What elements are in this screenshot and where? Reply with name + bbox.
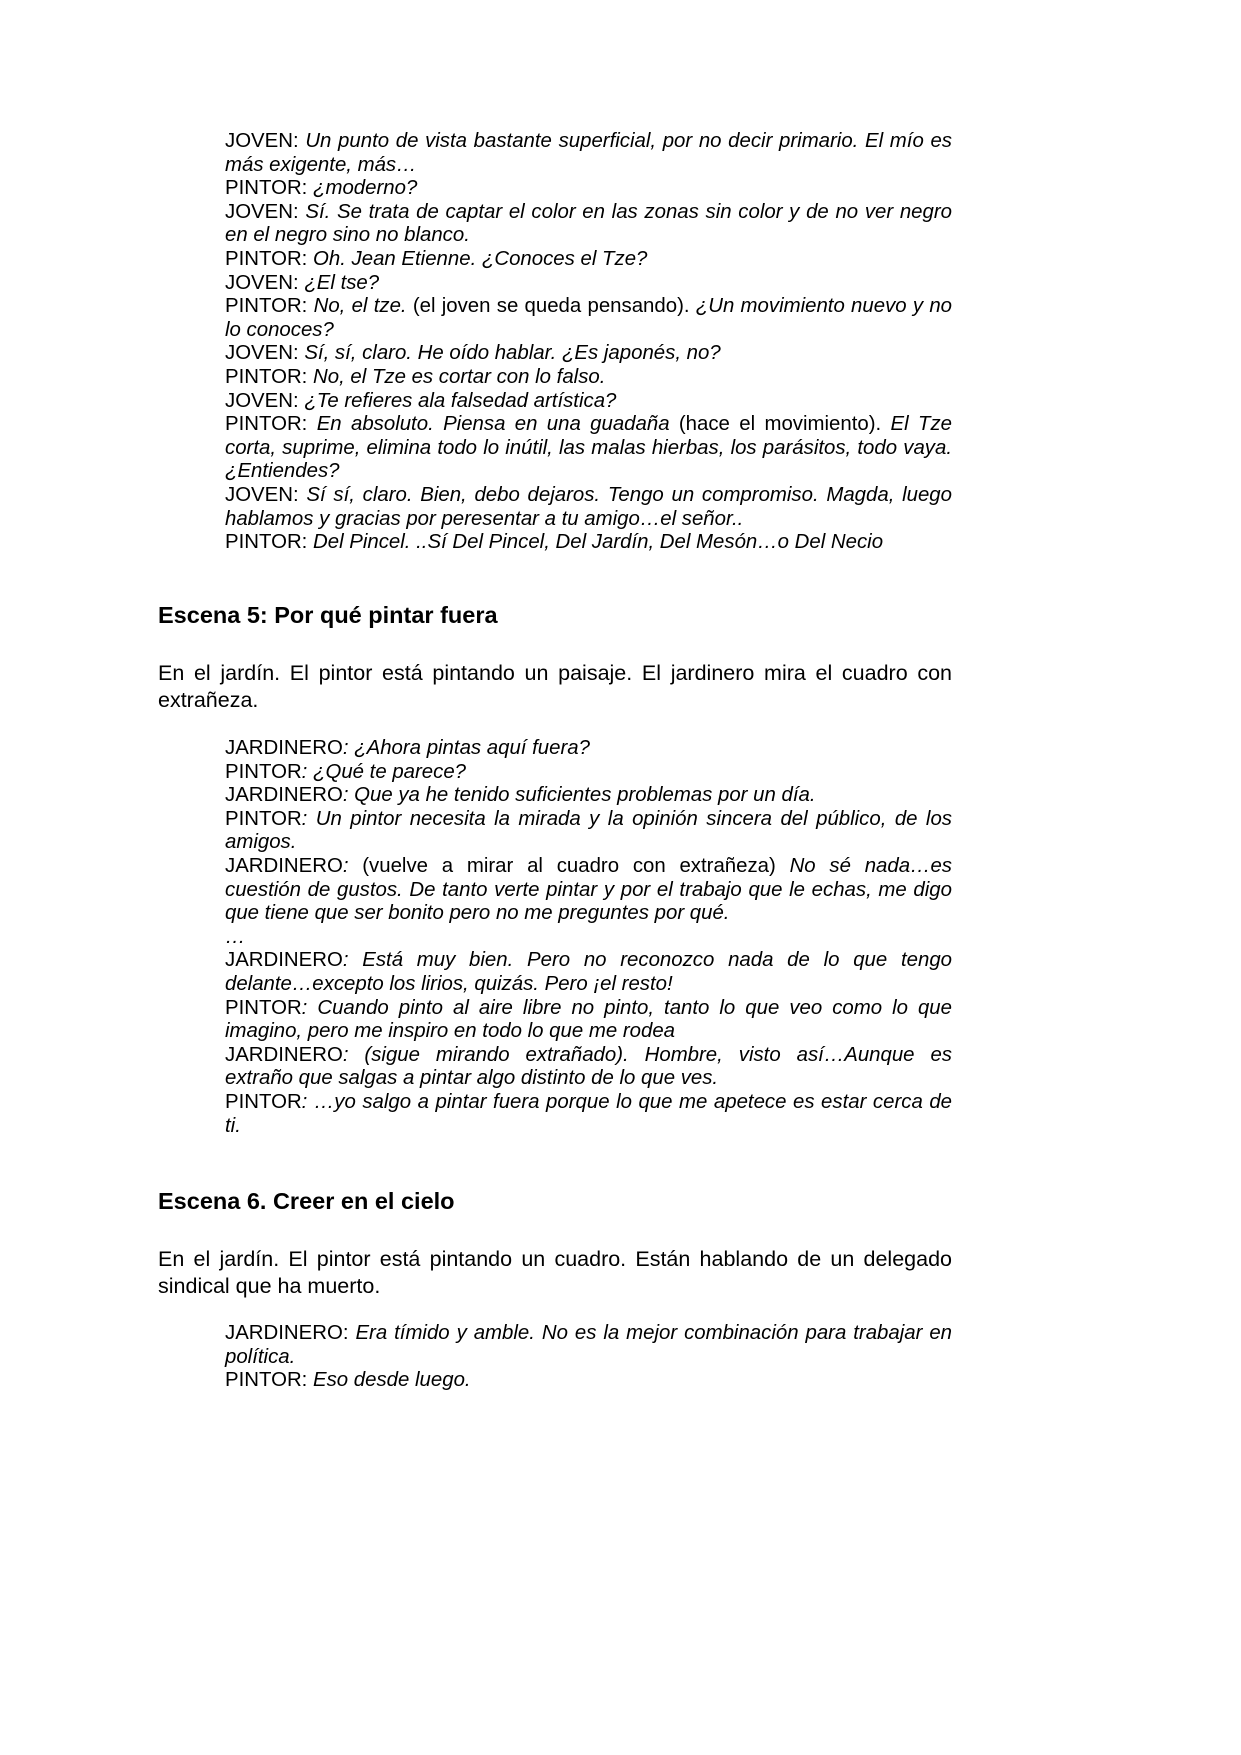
scene5-dialog <box>225 737 952 1138</box>
speech-text: : Un pintor necesita la mirada y la opinión sincera del público, de los amigos. <box>225 807 952 854</box>
speaker-name: JARDINERO <box>225 854 343 877</box>
speech-text: El Tze corta, suprime, elimina todo lo inútil, las malas hierbas, los parásitos, todo vaya. ¿Entiendes? <box>225 413 952 483</box>
dialog-line <box>225 761 952 785</box>
speaker-name: JOVEN: <box>225 389 299 412</box>
dialog-line <box>225 484 952 531</box>
speech-text: En absoluto. Piensa en una guadaña <box>307 413 670 436</box>
scene6-dialog <box>225 1322 952 1393</box>
speech-text: : <box>342 854 349 877</box>
speaker-name: JOVEN: <box>225 483 299 506</box>
speech-text: … <box>225 925 246 948</box>
speaker-name: JARDINERO <box>225 737 343 759</box>
speech-text: Era tímido y amble. No es la mejor combinación para trabajar en política. <box>225 1322 952 1368</box>
speech-text: Un punto de vista bastante superficial, por no decir primario. El mío es más exigente, más… <box>225 130 952 176</box>
speaker-name: PINTOR: <box>225 247 308 270</box>
dialog-line <box>225 177 952 201</box>
speaker-name: PINTOR: <box>225 413 308 436</box>
speech-text: : Está muy bien. Pero no reconozco nada de lo que tengo delante…excepto los lirios, quizás. Pero ¡el resto! <box>225 949 952 995</box>
speech-text: Sí, sí, claro. He oído hablar. ¿Es japonés, no? <box>298 342 721 365</box>
dialog-line <box>225 737 952 761</box>
speaker-name: JOVEN: <box>225 130 299 152</box>
speech-text: No, el Tze es cortar con lo falso. <box>307 365 606 388</box>
dialog-line <box>225 855 952 926</box>
scene6-heading: Escena 6. Creer en el cielo <box>158 1188 455 1214</box>
dialog-line <box>225 1091 952 1138</box>
speech-text: Del Pincel. ..Sí Del Pincel, Del Jardín, Del Mesón…o Del Necio <box>307 531 884 554</box>
stage-direction: (vuelve a mirar al cuadro con extrañeza) <box>348 854 790 877</box>
dialog-line <box>225 130 952 177</box>
scene5-intro: En el jardín. El pintor está pintando un paisaje. El jardinero mira el cuadro con extrañeza. <box>158 661 952 712</box>
speaker-name: JOVEN: <box>225 271 299 294</box>
speech-text: No, el tze. <box>307 295 407 318</box>
speaker-name: PINTOR: <box>225 177 308 200</box>
speech-text: Sí sí, claro. Bien, debo dejaros. Tengo un compromiso. Magda, luego hablamos y gracias por peresentar a tu amigo…el señor.. <box>225 483 952 530</box>
speech-text: : ¿Ahora pintas aquí fuera? <box>342 737 590 759</box>
dialog-line <box>225 413 952 484</box>
speech-text: : Que ya he tenido suficientes problemas por un día. <box>342 784 816 807</box>
speech-text: Sí. Se trata de captar el color en las zonas sin color y de no ver negro en el negro sino no blanco. <box>225 200 952 247</box>
dialog-line <box>225 201 952 248</box>
speaker-name: PINTOR <box>225 807 302 830</box>
stage-direction: (el joven se queda pensando). <box>406 295 696 318</box>
dialog-line <box>225 926 952 950</box>
speech-text: ¿Te refieres ala falsedad artística? <box>298 389 617 412</box>
scene5-heading: Escena 5: Por qué pintar fuera <box>158 602 498 628</box>
speaker-name: PINTOR <box>225 760 302 783</box>
speaker-name: JOVEN: <box>225 342 299 365</box>
dialog-line <box>225 342 952 366</box>
dialog-line <box>225 1322 952 1369</box>
speaker-name: PINTOR <box>225 1090 302 1113</box>
speech-text: : (sigue mirando extrañado). Hombre, visto así…Aunque es extraño que salgas a pintar algo distinto de lo que ves. <box>225 1043 952 1090</box>
speaker-name: PINTOR: <box>225 531 308 554</box>
dialog-line <box>225 808 952 855</box>
dialog-line <box>225 295 952 342</box>
dialog-line <box>225 1369 952 1393</box>
dialog-line <box>225 997 952 1044</box>
scene4-dialog <box>225 130 952 555</box>
speech-text: : Cuando pinto al aire libre no pinto, tanto lo que veo como lo que imagino, pero me inspiro en todo lo que me rodea <box>225 996 952 1043</box>
speech-text: Oh. Jean Etienne. ¿Conoces el Tze? <box>307 247 648 270</box>
speaker-name: JARDINERO: <box>225 1322 349 1344</box>
stage-direction: (hace el movimiento). <box>669 413 891 436</box>
speaker-name: JARDINERO <box>225 1043 343 1066</box>
speaker-name: PINTOR: <box>225 365 308 388</box>
dialog-line <box>225 366 952 390</box>
dialog-line <box>225 390 952 414</box>
dialog-line <box>225 784 952 808</box>
speech-text: ¿Un movimiento nuevo y no lo conoces? <box>225 295 952 341</box>
dialog-line <box>225 272 952 296</box>
dialog-line <box>225 949 952 996</box>
speech-text: ¿El tse? <box>298 271 380 294</box>
dialog-line <box>225 531 952 555</box>
speech-text: : …yo salgo a pintar fuera porque lo que me apetece es estar cerca de ti. <box>225 1090 952 1137</box>
speech-text: No sé nada…es cuestión de gustos. De tanto verte pintar y por el trabajo que le echas, me digo que tiene que ser bonito pero no me preguntes por qué. <box>225 854 952 925</box>
dialog-line <box>225 1044 952 1091</box>
speaker-name: JARDINERO <box>225 784 343 807</box>
dialog-line <box>225 248 952 272</box>
speech-text: : ¿Qué te parece? <box>301 760 467 783</box>
speech-text: ¿moderno? <box>307 177 418 200</box>
speaker-name: PINTOR <box>225 996 302 1019</box>
speaker-name: JOVEN: <box>225 200 299 223</box>
speaker-name: PINTOR: <box>225 295 308 318</box>
speech-text: Eso desde luego. <box>307 1369 471 1392</box>
scene6-intro: En el jardín. El pintor está pintando un cuadro. Están hablando de un delegado sindical que ha muerto. <box>158 1247 952 1298</box>
speaker-name: PINTOR: <box>225 1369 308 1392</box>
speaker-name: JARDINERO <box>225 949 343 972</box>
